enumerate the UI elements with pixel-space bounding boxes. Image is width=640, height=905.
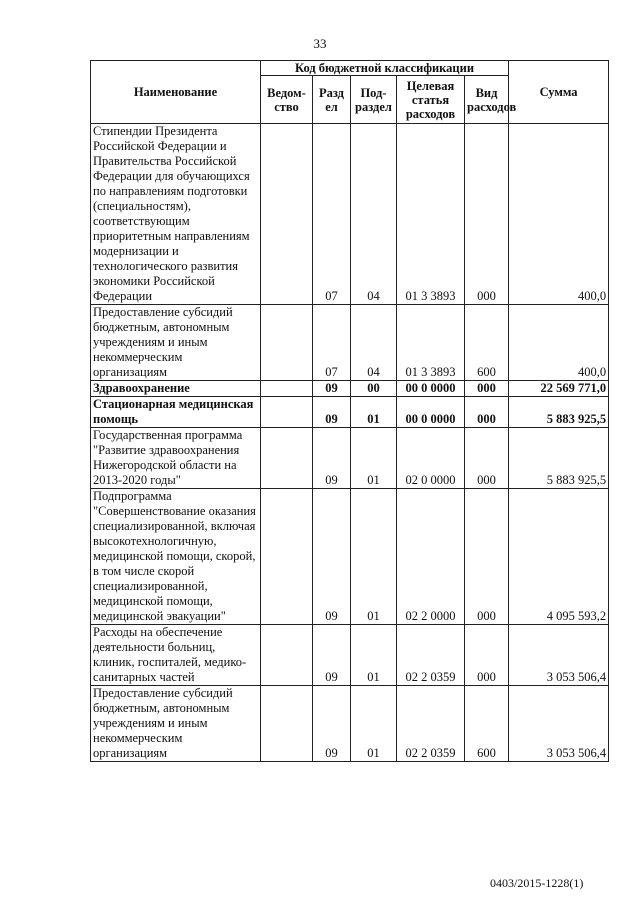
table-row — [91, 305, 609, 381]
row-razdel: 07 — [313, 305, 351, 381]
document-code: 0403/2015-1228(1) — [490, 876, 584, 890]
row-vid: 000 — [465, 124, 509, 305]
row-podrazdel: 01 — [351, 625, 397, 686]
row-razdel: 09 — [313, 686, 351, 762]
row-podrazdel: 01 — [351, 489, 397, 625]
row-vedomstvo — [261, 397, 313, 428]
row-podrazdel: 01 — [351, 686, 397, 762]
row-vid: 600 — [465, 305, 509, 381]
row-celevaya: 01 3 3893 — [397, 305, 465, 381]
header-group: Код бюджетной классификации — [261, 61, 509, 76]
row-vid: 000 — [465, 397, 509, 428]
header-celevaya: Целевая статья расходов — [397, 76, 465, 124]
row-sum: 400,0 — [509, 305, 609, 381]
row-vid: 600 — [465, 686, 509, 762]
row-celevaya: 01 3 3893 — [397, 124, 465, 305]
row-celevaya: 02 2 0359 — [397, 625, 465, 686]
row-celevaya: 02 0 0000 — [397, 428, 465, 489]
row-name: Здравоохранение — [91, 381, 261, 397]
row-sum: 400,0 — [509, 124, 609, 305]
row-name: Государственная программа "Развитие здравоохранения Нижегородской области на 2013-2020 годы" — [91, 428, 261, 489]
row-vid: 000 — [465, 428, 509, 489]
row-razdel: 09 — [313, 428, 351, 489]
row-vedomstvo — [261, 305, 313, 381]
row-name: Расходы на обеспечение деятельности больниц, клиник, госпиталей, медико-санитарных частей — [91, 625, 261, 686]
table-row — [91, 397, 609, 428]
budget-table — [90, 60, 609, 762]
row-sum: 3 053 506,4 — [509, 625, 609, 686]
row-name: Стипендии Президента Российской Федерации и Правительства Российской Федерации для обучающихся по направлениям подготовки (специальностям), соответствующим приоритетным направлениям модернизации и технологического развития экономики Российской Федерации — [91, 124, 261, 305]
header-podrazdel: Под-раздел — [351, 76, 397, 124]
table-row — [91, 381, 609, 397]
row-name: Стационарная медицинская помощь — [91, 397, 261, 428]
row-razdel: 09 — [313, 625, 351, 686]
row-vedomstvo — [261, 124, 313, 305]
header-razdel: Разд ел — [313, 76, 351, 124]
table-row — [91, 489, 609, 625]
table-body — [91, 124, 609, 762]
row-vedomstvo — [261, 489, 313, 625]
row-vid: 000 — [465, 489, 509, 625]
row-podrazdel: 00 — [351, 381, 397, 397]
row-razdel: 09 — [313, 381, 351, 397]
row-celevaya: 02 2 0359 — [397, 686, 465, 762]
header-vid: Вид расходов — [465, 76, 509, 124]
row-podrazdel: 04 — [351, 305, 397, 381]
row-podrazdel: 01 — [351, 397, 397, 428]
row-vedomstvo — [261, 686, 313, 762]
row-vid: 000 — [465, 381, 509, 397]
row-sum: 4 095 593,2 — [509, 489, 609, 625]
row-name: Предоставление субсидий бюджетным, автономным учреждениям и иным некоммерческим организациям — [91, 686, 261, 762]
row-celevaya: 02 2 0000 — [397, 489, 465, 625]
row-razdel: 09 — [313, 397, 351, 428]
header-sum: Сумма — [509, 61, 609, 124]
header-vedomstvo: Ведом-ство — [261, 76, 313, 124]
row-celevaya: 00 0 0000 — [397, 381, 465, 397]
table-row — [91, 625, 609, 686]
row-name: Предоставление субсидий бюджетным, автономным учреждениям и иным некоммерческим организациям — [91, 305, 261, 381]
row-vedomstvo — [261, 381, 313, 397]
row-sum: 22 569 771,0 — [509, 381, 609, 397]
table-row — [91, 124, 609, 305]
row-vid: 000 — [465, 625, 509, 686]
table-row — [91, 428, 609, 489]
row-name: Подпрограмма "Совершенствование оказания специализированной, включая высокотехнологичную, медицинской помощи, скорой, в том числе скорой специализированной, медицинской помощи, медицинской эвакуации" — [91, 489, 261, 625]
row-sum: 5 883 925,5 — [509, 397, 609, 428]
row-vedomstvo — [261, 428, 313, 489]
table-row — [91, 686, 609, 762]
row-sum: 3 053 506,4 — [509, 686, 609, 762]
row-podrazdel: 01 — [351, 428, 397, 489]
row-razdel: 07 — [313, 124, 351, 305]
row-podrazdel: 04 — [351, 124, 397, 305]
row-razdel: 09 — [313, 489, 351, 625]
table-header — [91, 61, 609, 124]
row-celevaya: 00 0 0000 — [397, 397, 465, 428]
page-number: 33 — [313, 36, 327, 51]
row-vedomstvo — [261, 625, 313, 686]
row-sum: 5 883 925,5 — [509, 428, 609, 489]
header-name: Наименование — [91, 61, 261, 124]
